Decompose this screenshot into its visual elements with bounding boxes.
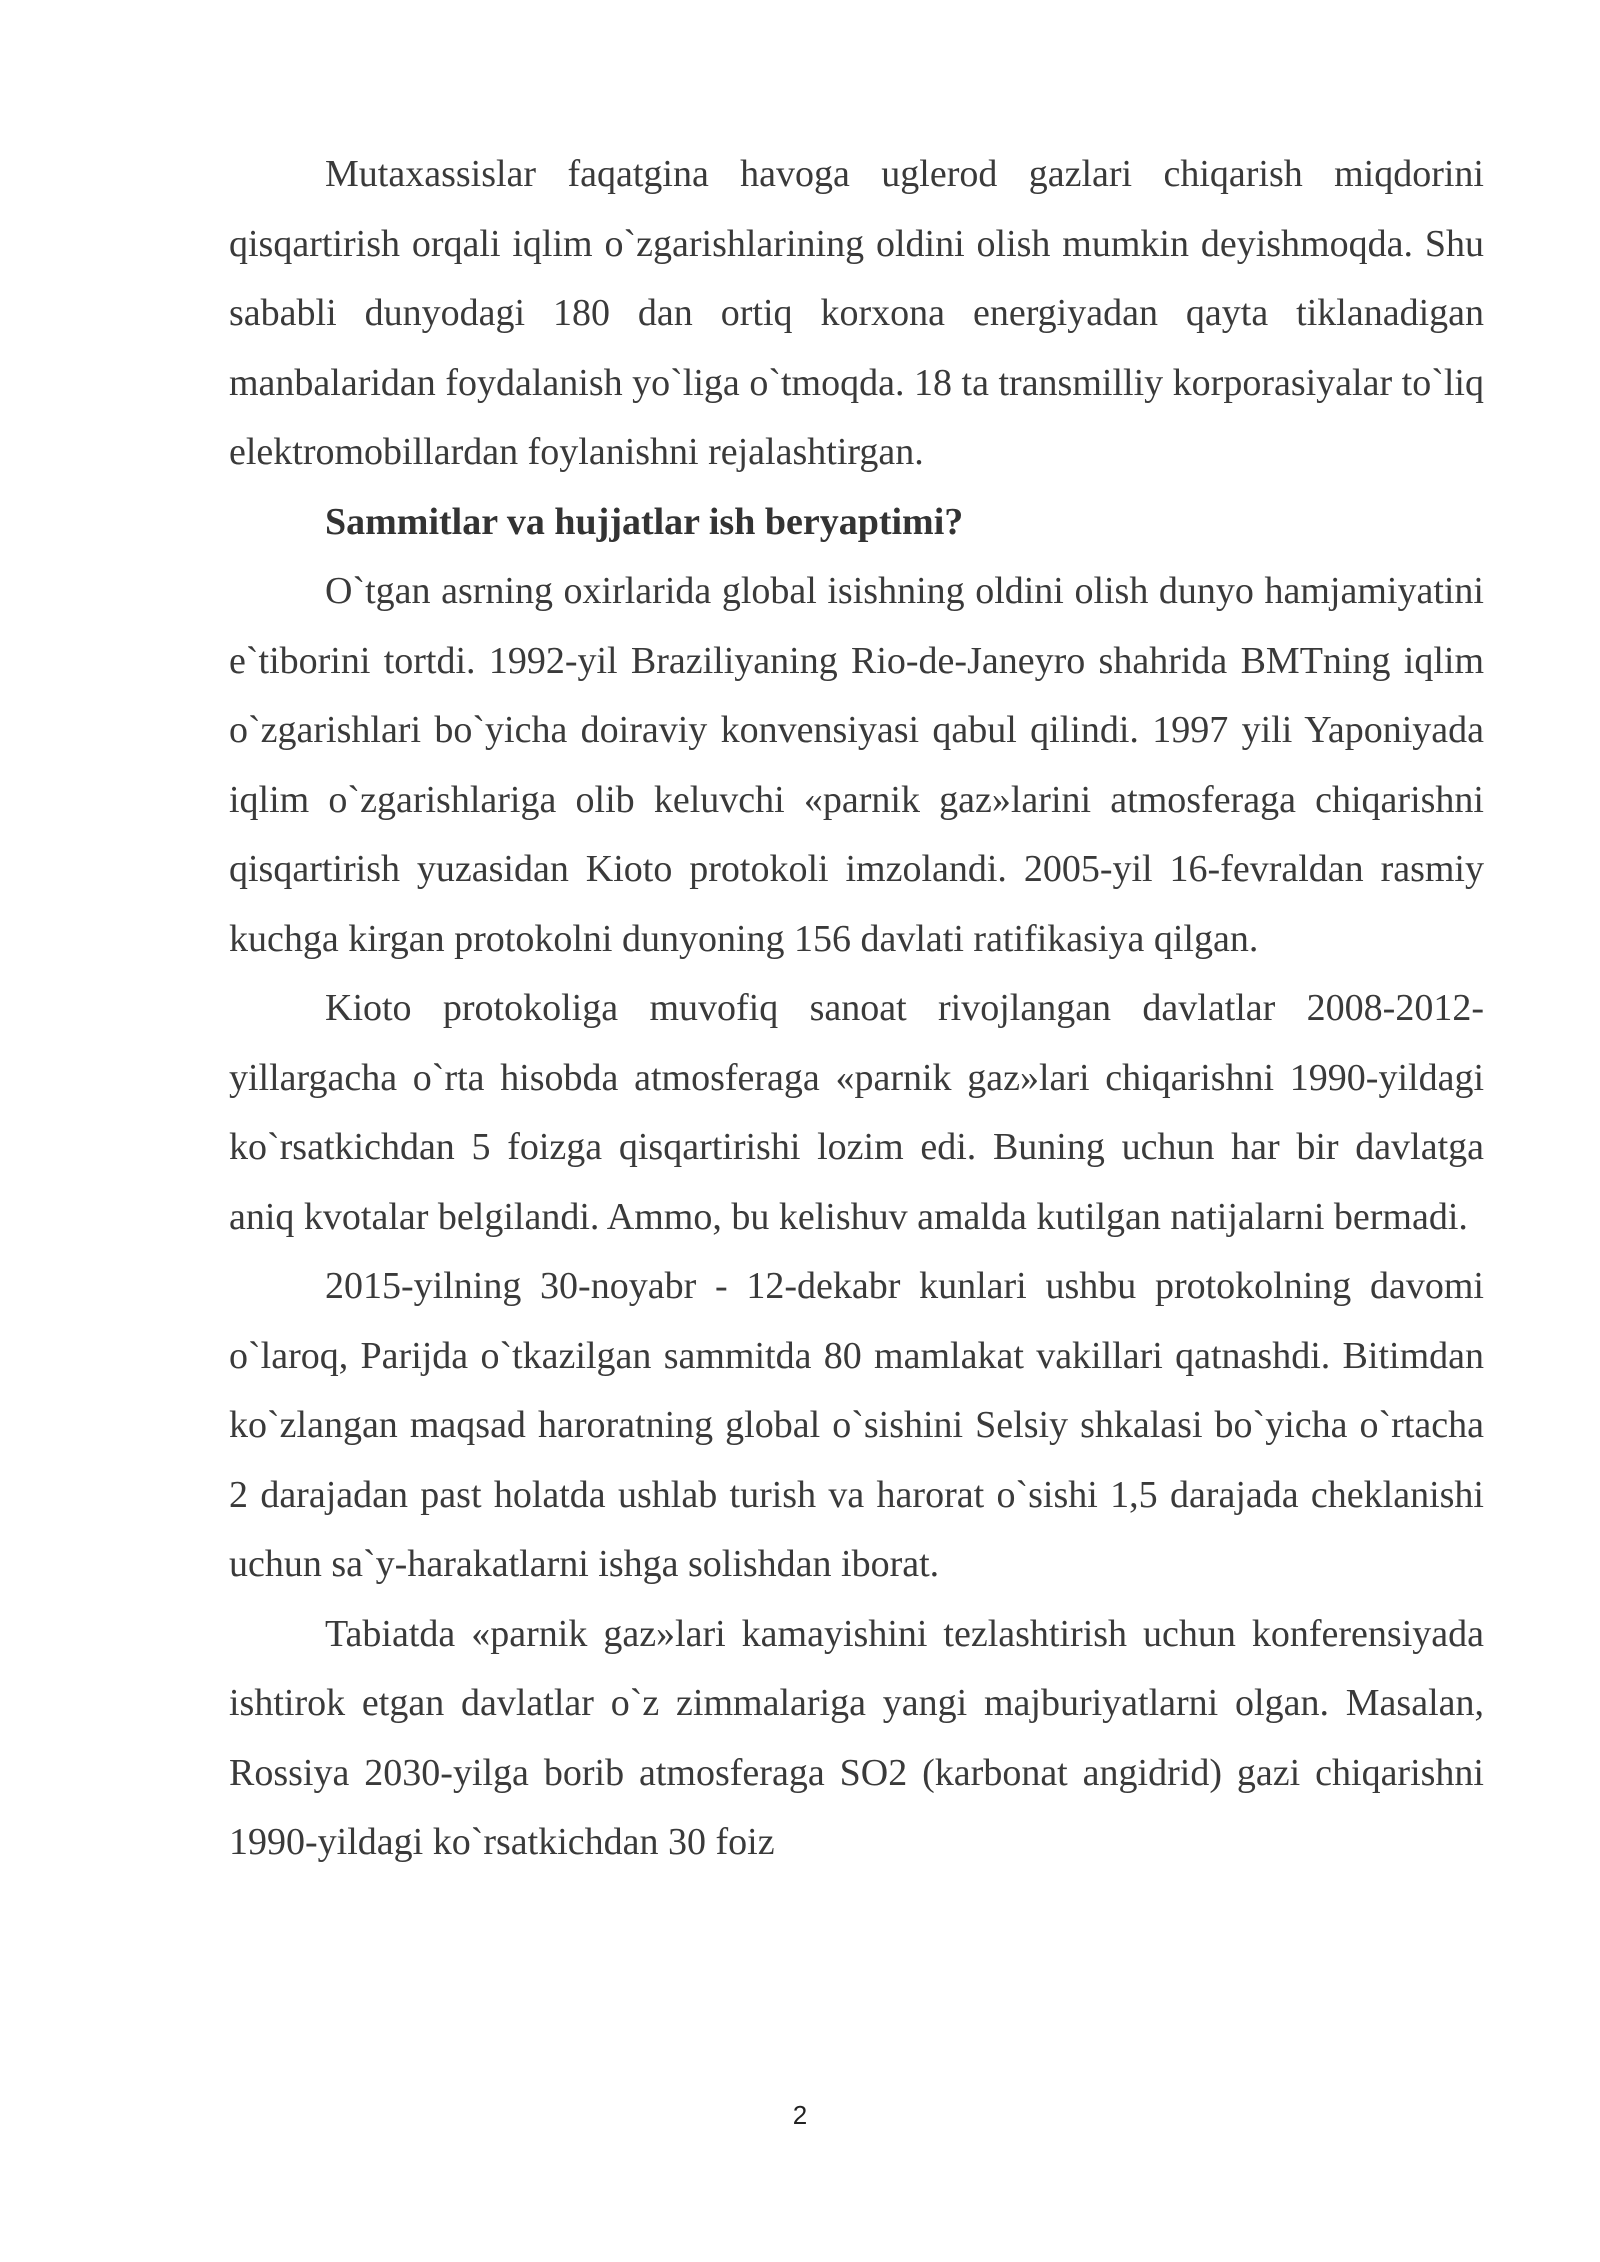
page-number: 2 [792,2100,808,2130]
paragraph-commitments: Tabiatda «parnik gaz»lari kamayishini tezlashtirish uchun konferensiyada ishtirok etgan davlatlar o`z zimmalariga yangi majburiyatlarni olgan. Masalan, Rossiya 2030-yilga borib atmosferaga SO2 (karbonat angidrid) gazi chiqarishni 1990-yildagi ko`rsatkichdan 30 foiz [229,1612,1484,1863]
paragraph-kyoto: Kioto protokoliga muvofiq sanoat rivojlangan davlatlar 2008-2012-yillargacha o`rta hisobda atmosferaga «parnik gaz»lari chiqarishni 1990-yildagi ko`rsatkichdan 5 foizga qisqartirishi lozim edi. Buning uchun har bir davlatga aniq kvotalar belgilandi. Ammo, bu kelishuv amalda kutilgan natijalarni bermadi. [229,987,1484,1238]
section-heading: Sammitlar va hujjatlar ish beryaptimi? [325,500,964,543]
document-body [229,140,1484,1878]
paragraph-paris: 2015-yilning 30-noyabr - 12-dekabr kunlari ushbu protokolning davomi o`laroq, Parijda o`tkazilgan sammitda 80 mamlakat vakillari qatnashdi. Bitimdan ko`zlangan maqsad haroratning global o`sishini Selsiy shkalasi bo`yicha o`rtacha 2 darajadan past holatda ushlab turish va harorat o`sishi 1,5 darajada cheklanishi uchun sa`y-harakatlarni ishga solishdan iborat. [229,1265,1484,1585]
paragraph-intro: Mutaxassislar faqatgina havoga uglerod gazlari chiqarish miqdorini qisqartirish orqali iqlim o`zgarishlarining oldini olish mumkin deyishmoqda. Shu sababli dunyodagi 180 dan ortiq korxona energiyadan qayta tiklanadigan manbalaridan foydalanish yo`liga o`tmoqda. 18 ta transmilliy korporasiyalar to`liq elektromobillardan foylanishni rejalashtirgan. [229,153,1484,473]
paragraph-history: O`tgan asrning oxirlarida global isishning oldini olish dunyo hamjamiyatini e`tiborini tortdi. 1992-yil Braziliyaning Rio-de-Janeyro shahrida BMTning iqlim o`zgarishlari bo`yicha doiraviy konvensiyasi qabul qilindi. 1997 yili Yaponiyada iqlim o`zgarishlariga olib keluvchi «parnik gaz»larini atmosferaga chiqarishni qisqartirish yuzasidan Kioto protokoli imzolandi. 2005-yil 16-fevraldan rasmiy kuchga kirgan protokolni dunyoning 156 davlati ratifikasiya qilgan. [229,570,1484,960]
